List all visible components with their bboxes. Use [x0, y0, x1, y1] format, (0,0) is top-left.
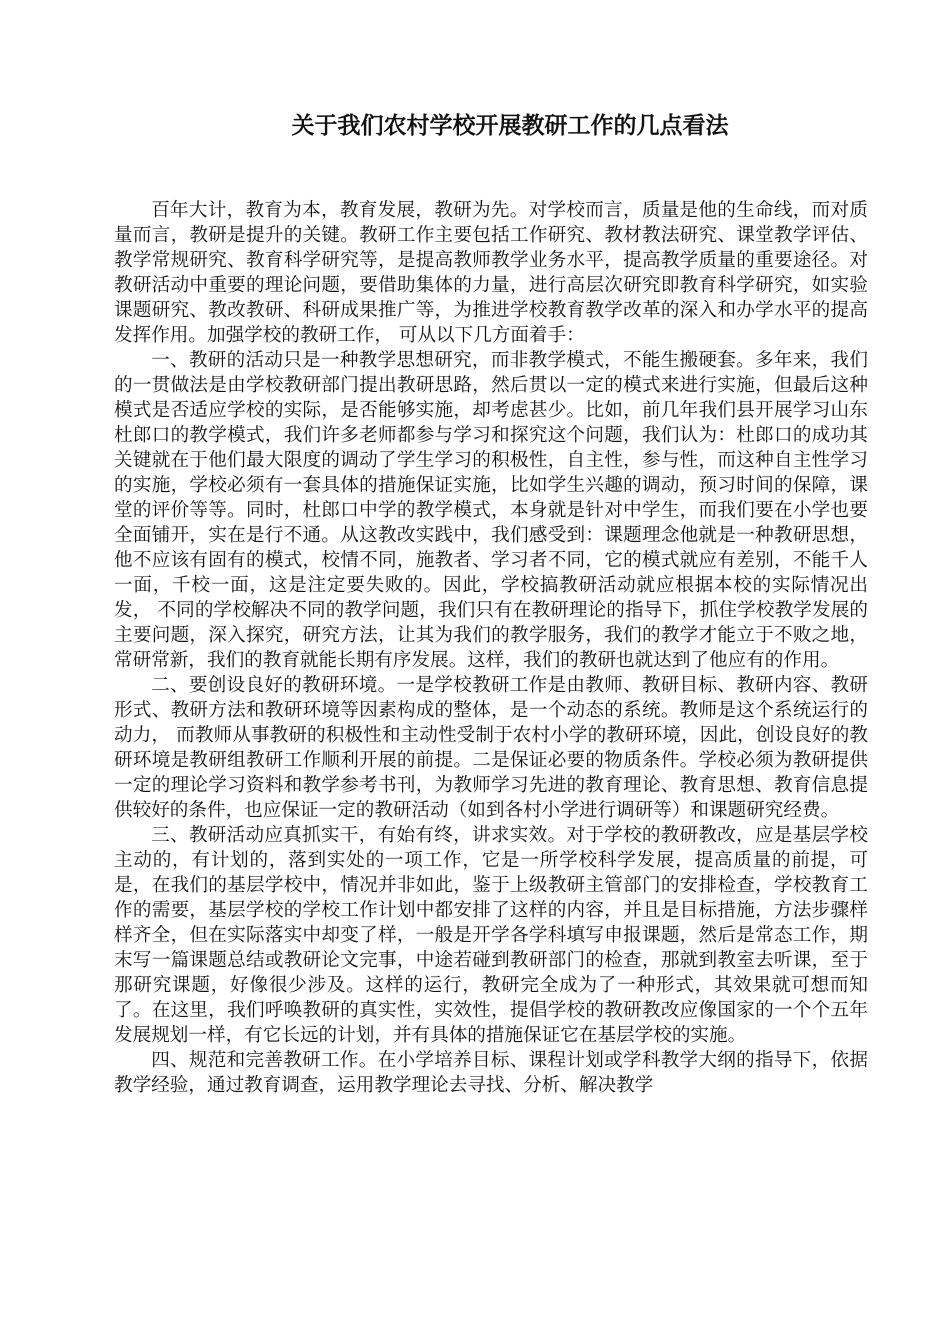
paragraph-point-three: 三、教研活动应真抓实干，有始有终，讲求实效。对于学校的教研教改，应是基层学校主动的，有计划的，落到实处的一项工作，它是一所学校科学发展，提高质量的前提，可是，在我们的基层学校中，情况并非如此，鉴于上级教研主管部门的安排检查，学校教育工作的需要，基层学校的学校工作计划中都安排了这样的内容，并且是目标措施，方法步骤样样齐全，但在实际落实中却变了样，一般是开学各学科填写申报课题，然后是常态工作，期末写一篇课题总结或教研论文完事，中途若碰到教研部门的检查，那就到教室去听课，至于那研究课题，好像很少涉及。这样的运行，教研完全成为了一种形式，其效果就可想而知了。在这里，我们呼唤教研的真实性，实效性，提倡学校的教研教改应像国家的一个个五年发展规划一样，有它长远的计划，并有具体的措施保证它在基层学校的实施。 — [114, 825, 868, 1046]
paragraph-point-one: 一、教研的活动只是一种教学思想研究，而非教学模式，不能生搬硬套。多年来，我们的一贯做法是由学校教研部门提出教研思路，然后贯以一定的模式来进行实施，但最后这种模式是否适应学校的实际，是否能够实施，却考虑甚少。比如，前几年我们县开展学习山东杜郎口的教学模式，我们许多老师都参与学习和探究这个问题，我们认为：杜郎口的成功其关键就在于他们最大限度的调动了学生学习的积极性，自主性，参与性，而这种自主性学习的实施，学校必须有一套具体的措施保证实施，比如学生兴趣的调动，预习时间的保障，课堂的评价等等。同时，杜郎口中学的教学模式，本身就是针对中学生，而我们要在小学也要全面铺开，实在是行不通。从这教改实践中，我们感受到：课题理念他就是一种教研思想，他不应该有固有的模式，校情不同，施教者、学习者不同，它的模式就应有差别，不能千人一面，千校一面，这是注定要失败的。因此，学校搞教研活动就应根据本校的实际情况出发， 不同的学校解决不同的教学问题，我们只有在教研理论的指导下，抓住学校教学发展的主要问题，深入探究，研究方法，让其为我们的教学服务，我们的教学才能立于不败之地，常研常新，我们的教育就能长期有序发展。这样，我们的教研也就达到了他应有的作用。 — [114, 350, 868, 671]
paragraph-intro: 百年大计，教育为本，教育发展，教研为先。对学校而言，质量是他的生命线，而对质量而言，教研是提升的关键。教研工作主要包括工作研究、教材教法研究、课堂教学评估、教学常规研究、教育科学研究等，是提高教师教学业务水平，提高教学质量的重要途径。对教研活动中重要的理论问题，要借助集体的力量，进行高层次研究即教育科学研究，如实验课题研究、教改教研、科研成果推广等，为推进学校教育教学改革的深入和办学水平的提高发挥作用。加强学校的教研工作， 可从以下几方面着手： — [114, 200, 868, 346]
document-title: 关于我们农村学校开展教研工作的几点看法 — [291, 112, 729, 139]
paragraph-point-two: 二、要创设良好的教研环境。一是学校教研工作是由教师、教研目标、教研内容、教研形式、教研方法和教研环境等因素构成的整体，是一个动态的系统。教师是这个系统运行的动力， 而教师从事教研的积极性和主动性受制于农村小学的教研环境，因此，创设良好的教研环境是教研组教研工作顺利开展的前提。二是保证必要的物质条件。学校必须为教研提供一定的理论学习资料和教学参考书刊，为教师学习先进的教育理论、教育思想、教育信息提供较好的条件，也应保证一定的教研活动（如到各村小学进行调研等）和课题研究经费。 — [114, 675, 868, 821]
document-body — [114, 198, 868, 1098]
paragraph-point-four: 四、规范和完善教研工作。在小学培养目标、课程计划或学科教学大纲的指导下，依据教学经验，通过教育调查，运用教学理论去寻找、分析、解决教学 — [114, 1050, 868, 1096]
